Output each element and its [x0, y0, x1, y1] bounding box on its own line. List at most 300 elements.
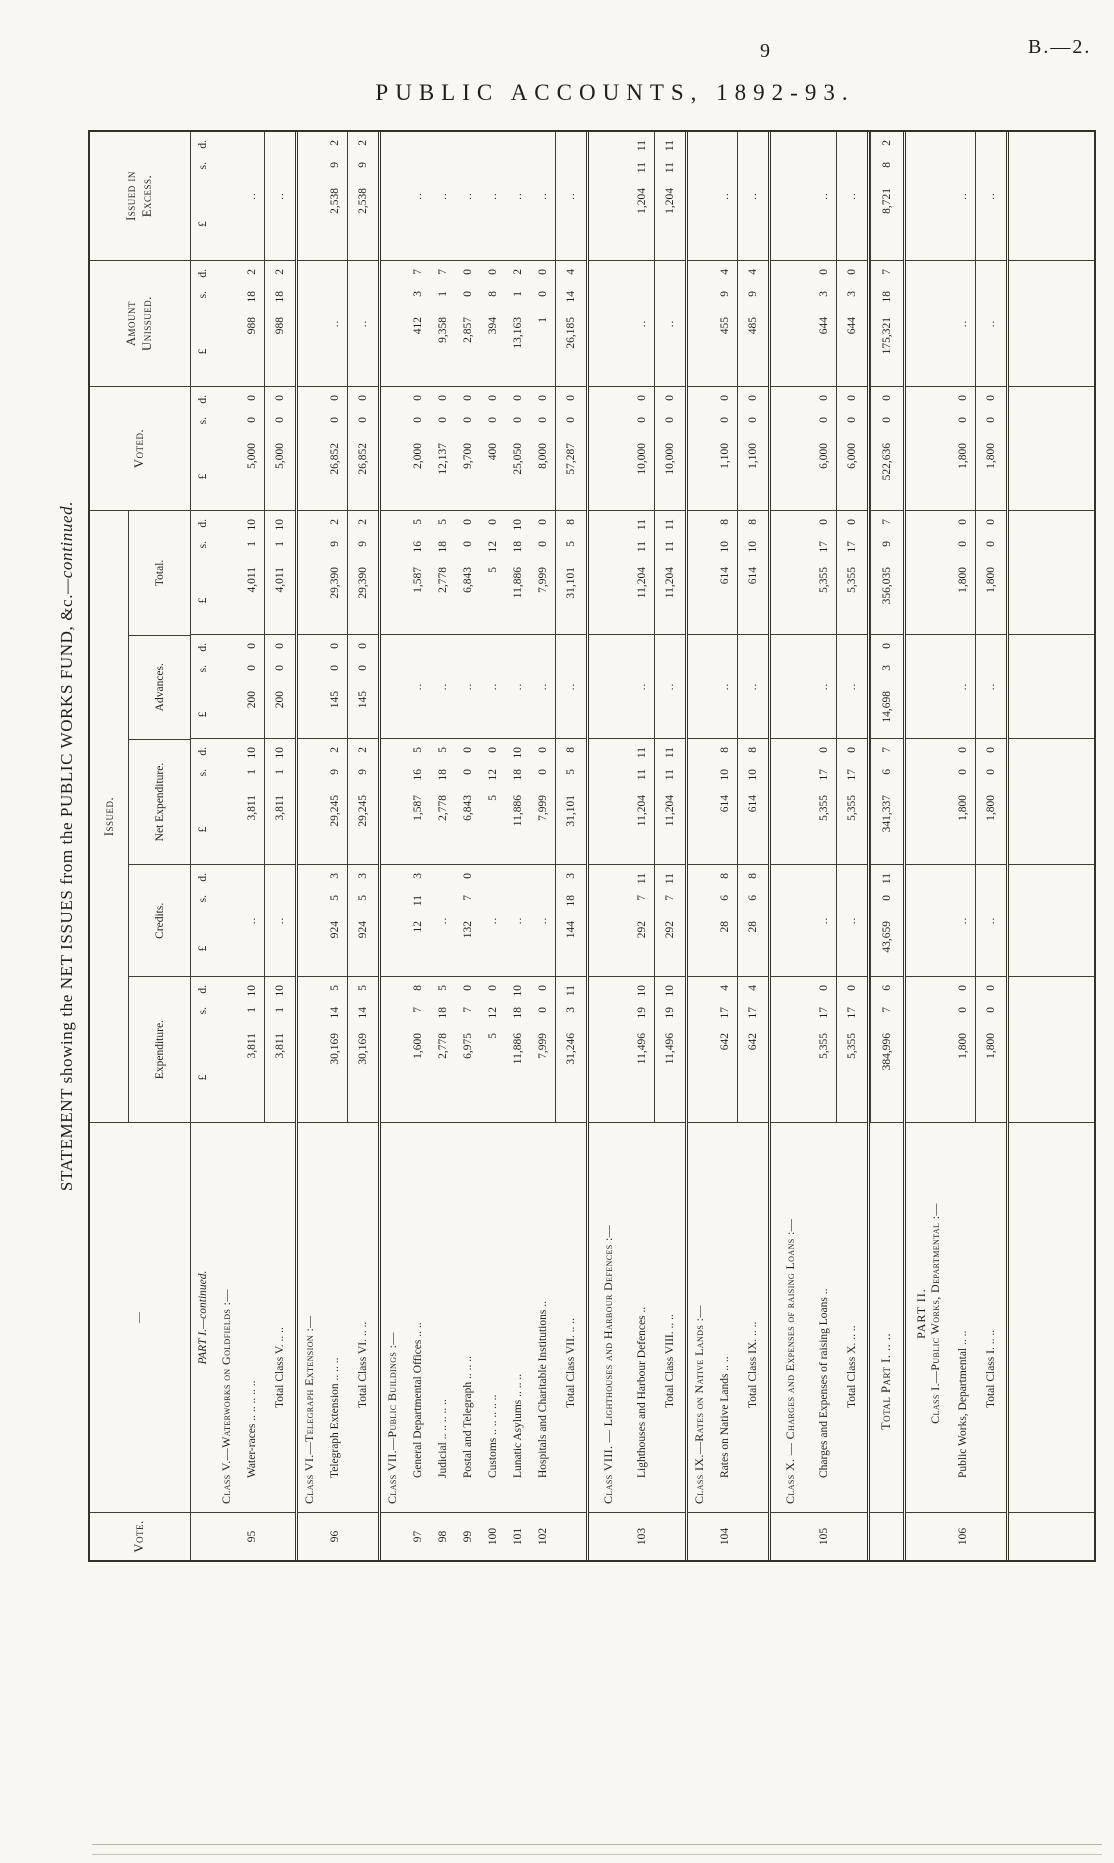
money-cell: [950, 738, 975, 864]
money-cell: [1009, 132, 1094, 260]
blank-marker: ..: [357, 319, 369, 328]
money-mp: 144: [565, 921, 577, 939]
money-cell: [480, 510, 505, 634]
money-md: 0: [718, 395, 731, 401]
blank-marker: ..: [747, 682, 759, 691]
money-md: 10: [245, 519, 258, 531]
money-cell: [322, 738, 347, 864]
money-cell: [480, 976, 505, 1122]
money-ms: 0: [274, 665, 286, 671]
money-cell: [589, 260, 629, 386]
money-ms: 0: [956, 1007, 969, 1013]
money-ms: 8: [486, 291, 499, 297]
money-cell: [239, 864, 264, 976]
unit-mp: £: [197, 473, 209, 480]
money-cell: [264, 260, 295, 386]
description-cell: [347, 1122, 378, 1512]
money-cell: [530, 864, 555, 976]
money-md: 0: [461, 519, 474, 525]
blank-marker: ..: [664, 682, 676, 691]
money-mp: 1,587: [411, 567, 424, 593]
money-cell: [505, 738, 530, 864]
money-cell: [950, 976, 975, 1122]
money-cell: [322, 864, 347, 976]
description-cell: [737, 1122, 768, 1512]
vote-cell: [811, 1512, 836, 1560]
money-md: 0: [881, 643, 893, 649]
money-cell: [870, 132, 903, 260]
money-md: 11: [635, 140, 648, 152]
money-ms: 18: [274, 291, 286, 303]
money-mp: 11,204: [664, 795, 676, 827]
vote-number: 95: [245, 1530, 258, 1543]
money-cell: [836, 510, 867, 634]
description-cell: [870, 1122, 903, 1512]
row-label: Lunatic Asylums .. .. ..: [511, 1373, 524, 1478]
money-cell: [381, 260, 405, 386]
money-ms: 0: [956, 417, 969, 423]
money-cell: [1009, 976, 1094, 1122]
money-mp: 10,000: [664, 443, 676, 475]
scan-artifact-line: [92, 1844, 1102, 1845]
money-md: 10: [245, 985, 258, 997]
money-ms: 0: [747, 417, 759, 423]
money-cell: [430, 738, 455, 864]
money-ms: 0: [817, 417, 830, 423]
total-row: [347, 132, 381, 1560]
money-cell: [215, 864, 239, 976]
money-cell: [811, 976, 836, 1122]
money-md: 11: [664, 747, 676, 759]
money-md: 10: [635, 985, 648, 997]
blank-marker: ..: [436, 192, 449, 200]
lsd-voted: [191, 386, 215, 510]
money-mp: 26,852: [357, 443, 369, 475]
money-cell: [455, 132, 480, 260]
money-cell: [1009, 386, 1094, 510]
money-mp: 30,169: [328, 1033, 341, 1065]
row-label: Total Class V. .. ..: [273, 1327, 286, 1408]
blank-marker: ..: [486, 682, 499, 691]
money-cell: [455, 634, 480, 738]
money-ms: 1: [274, 1007, 286, 1013]
money-md: 0: [461, 747, 474, 753]
money-md: 8: [718, 519, 731, 525]
unit-mp: £: [197, 221, 209, 227]
money-ms: 0: [956, 541, 969, 547]
money-cell: [381, 634, 405, 738]
money-md: 7: [881, 269, 893, 275]
money-cell: [347, 386, 378, 510]
vote-cell: [737, 1512, 768, 1560]
money-cell: [530, 976, 555, 1122]
blank-marker: ..: [664, 319, 676, 328]
money-md: 0: [846, 519, 858, 525]
money-cell: [771, 132, 811, 260]
unit-md: d.: [197, 140, 209, 149]
money-ms: 0: [536, 541, 549, 547]
vote-cell: [629, 1512, 654, 1560]
money-cell: [811, 510, 836, 634]
money-mp: 384,996: [881, 1033, 893, 1071]
money-ms: 5: [357, 895, 369, 901]
money-mp: 644: [817, 317, 830, 335]
header-description-dash: —: [90, 1122, 190, 1512]
header-advances: Advances.: [129, 635, 190, 739]
blank-marker: ..: [985, 192, 997, 200]
money-cell: [906, 386, 950, 510]
money-ms: 18: [881, 291, 893, 303]
money-cell: [405, 864, 430, 976]
money-ms: 0: [536, 769, 549, 775]
money-ms: 7: [664, 895, 676, 901]
description-cell: [381, 1122, 405, 1512]
money-md: 6: [881, 985, 893, 991]
money-cell: [430, 260, 455, 386]
money-md: 7: [411, 269, 424, 275]
blank-marker: ..: [956, 682, 969, 691]
header-issued-in-excess: Issued in Excess.: [124, 171, 154, 221]
money-cell: [530, 386, 555, 510]
money-ms: 0: [328, 665, 341, 671]
money-cell: [771, 260, 811, 386]
money-mp: 1,800: [985, 443, 997, 469]
blank-marker: ..: [436, 682, 449, 691]
money-cell: [950, 864, 975, 976]
money-md: 3: [328, 873, 341, 879]
money-ms: 0: [536, 1007, 549, 1013]
money-cell: [712, 738, 737, 864]
money-mp: 1,800: [985, 567, 997, 593]
money-ms: 10: [747, 541, 759, 553]
vote-cell: [322, 1512, 347, 1560]
money-mp: 26,185: [565, 317, 577, 349]
description-cell: [836, 1122, 867, 1512]
money-mp: 5: [486, 567, 499, 573]
money-ms: 3: [881, 665, 893, 671]
money-md: 0: [846, 395, 858, 401]
blank-marker: ..: [846, 192, 858, 200]
money-md: 4: [718, 985, 731, 991]
blank-marker: ..: [411, 682, 424, 691]
vote-cell: [480, 1512, 505, 1560]
money-cell: [589, 976, 629, 1122]
money-md: 11: [664, 873, 676, 885]
vote-cell: [654, 1512, 685, 1560]
money-cell: [264, 634, 295, 738]
money-cell: [322, 132, 347, 260]
money-md: 11: [635, 873, 648, 885]
unit-md: d.: [197, 985, 209, 994]
money-mp: 5,355: [817, 567, 830, 593]
page-title: PUBLIC ACCOUNTS, 1892-93.: [375, 80, 855, 105]
unit-md: d.: [197, 643, 209, 652]
description-cell: [530, 1122, 555, 1512]
money-mp: 988: [245, 317, 258, 335]
money-mp: 642: [718, 1033, 731, 1051]
money-mp: 28: [747, 921, 759, 933]
money-mp: 1,100: [747, 443, 759, 469]
money-ms: 19: [664, 1007, 676, 1019]
document-reference: B.—2.: [1028, 36, 1092, 58]
money-md: 0: [511, 395, 524, 401]
money-cell: [654, 976, 685, 1122]
money-mp: 8,000: [536, 443, 549, 469]
class-heading-label: Class VI.—Telegraph Extension :—: [302, 1315, 317, 1504]
money-mp: 356,035: [881, 567, 893, 605]
money-cell: [737, 976, 768, 1122]
money-cell: [975, 260, 1006, 386]
money-ms: 17: [718, 1007, 731, 1019]
blank-marker: ..: [436, 916, 449, 925]
money-mp: 145: [328, 691, 341, 709]
money-cell: [555, 386, 586, 510]
money-cell: [629, 864, 654, 976]
money-mp: 6,843: [461, 567, 474, 593]
money-cell: [906, 634, 950, 738]
money-ms: 0: [846, 417, 858, 423]
table-frame: [88, 130, 1096, 1562]
money-cell: [654, 864, 685, 976]
money-cell: [654, 260, 685, 386]
scan-artifact-line: [92, 1854, 1102, 1855]
header-issued-label: Issued.: [90, 511, 129, 1122]
money-ms: 14: [565, 291, 577, 303]
money-md: 10: [274, 747, 286, 759]
money-mp: 31,246: [565, 1033, 577, 1065]
money-cell: [480, 132, 505, 260]
money-mp: 924: [328, 921, 341, 939]
description-cell: [239, 1122, 264, 1512]
money-cell: [811, 738, 836, 864]
money-ms: 11: [664, 541, 676, 553]
money-cell: [347, 510, 378, 634]
money-cell: [906, 738, 950, 864]
blank-marker: ..: [274, 916, 286, 925]
money-mp: 614: [747, 795, 759, 813]
money-md: 2: [511, 269, 524, 275]
row-label: Total Class VIII. .. ..: [663, 1314, 676, 1408]
money-md: 0: [536, 747, 549, 753]
money-cell: [555, 132, 586, 260]
money-ms: 1: [274, 769, 286, 775]
blank-marker: ..: [565, 192, 577, 200]
money-cell: [771, 864, 811, 976]
money-cell: [239, 260, 264, 386]
unit-ms: s.: [197, 417, 209, 425]
money-cell: [589, 386, 629, 510]
money-cell: [589, 132, 629, 260]
description-cell: [950, 1122, 975, 1512]
unit-ms: s.: [197, 162, 209, 170]
table-header: [90, 132, 191, 1560]
money-cell: [870, 386, 903, 510]
header-credits: Credits.: [129, 864, 190, 976]
money-cell: [906, 976, 950, 1122]
money-md: 11: [664, 140, 676, 152]
money-md: 8: [718, 747, 731, 753]
money-ms: 9: [328, 769, 341, 775]
blank-marker: ..: [985, 916, 997, 925]
money-cell: [737, 864, 768, 976]
money-ms: 0: [357, 665, 369, 671]
unit-md: d.: [197, 269, 209, 278]
money-md: 5: [436, 747, 449, 753]
money-md: 0: [956, 985, 969, 991]
money-md: 4: [747, 985, 759, 991]
money-cell: [870, 976, 903, 1122]
money-mp: 5,355: [817, 1033, 830, 1059]
money-ms: 0: [985, 541, 997, 547]
money-ms: 14: [357, 1007, 369, 1019]
header-issued-subcolumns: [129, 511, 190, 1122]
money-cell: [771, 510, 811, 634]
money-cell: [870, 260, 903, 386]
money-ms: 0: [956, 769, 969, 775]
money-md: 8: [747, 873, 759, 879]
money-md: 0: [357, 395, 369, 401]
unit-ms: s.: [197, 769, 209, 777]
money-mp: 1,600: [411, 1033, 424, 1059]
money-cell: [712, 634, 737, 738]
lsd-issued-in-excess: [191, 132, 215, 260]
class-heading-label: Class X. — Charges and Expenses of raising Loans :—: [783, 1218, 798, 1504]
money-ms: 11: [664, 162, 676, 174]
money-mp: 4,011: [245, 567, 258, 593]
money-ms: 8: [881, 162, 893, 168]
money-ms: 3: [846, 291, 858, 297]
money-md: 0: [436, 395, 449, 401]
header-amount-unissued: Amount Unissued.: [90, 260, 190, 386]
vote-cell: [975, 1512, 1006, 1560]
money-ms: 3: [817, 291, 830, 297]
money-cell: [555, 864, 586, 976]
item-row: [530, 132, 555, 1560]
header-net-expenditure: Net Expenditure.: [129, 739, 190, 865]
money-mp: 2,538: [357, 188, 369, 214]
money-ms: 9: [328, 541, 341, 547]
money-mp: 5,355: [817, 795, 830, 821]
money-ms: 5: [565, 769, 577, 775]
money-cell: [771, 386, 811, 510]
money-mp: 57,287: [565, 443, 577, 475]
money-mp: 11,886: [511, 1033, 524, 1065]
money-cell: [530, 738, 555, 864]
money-mp: 2,857: [461, 317, 474, 343]
money-cell: [405, 738, 430, 864]
money-cell: [555, 510, 586, 634]
money-cell: [298, 132, 322, 260]
money-ms: 9: [881, 541, 893, 547]
description-cell: [771, 1122, 811, 1512]
money-cell: [906, 260, 950, 386]
money-ms: 7: [881, 1007, 893, 1013]
item-row: [480, 132, 505, 1560]
money-cell: [950, 260, 975, 386]
money-mp: 2,538: [328, 188, 341, 214]
vote-cell: [870, 1512, 903, 1560]
money-md: 10: [511, 985, 524, 997]
money-md: 4: [747, 269, 759, 275]
part1-continued-label: PART I.—continued.: [191, 1122, 215, 1512]
money-md: 0: [461, 395, 474, 401]
blank-marker: ..: [956, 192, 969, 200]
money-ms: 0: [718, 417, 731, 423]
money-md: 0: [357, 643, 369, 649]
money-ms: 11: [411, 895, 424, 907]
money-cell: [737, 510, 768, 634]
money-cell: [836, 132, 867, 260]
vote-cell: [381, 1512, 405, 1560]
money-mp: 43,659: [881, 921, 893, 953]
money-md: 0: [956, 519, 969, 525]
money-mp: 9,700: [461, 443, 474, 469]
money-md: 2: [328, 747, 341, 753]
money-cell: [480, 634, 505, 738]
money-mp: 2,778: [436, 795, 449, 821]
money-md: 0: [956, 747, 969, 753]
money-cell: [298, 634, 322, 738]
item-row: [505, 132, 530, 1560]
money-mp: 29,245: [328, 795, 341, 827]
money-cell: [975, 976, 1006, 1122]
money-ms: 0: [985, 417, 997, 423]
money-cell: [555, 738, 586, 864]
blank-marker: ..: [956, 916, 969, 925]
money-mp: 4,011: [274, 567, 286, 593]
row-label: Postal and Telegraph .. .. ..: [461, 1356, 474, 1478]
vote-cell: [771, 1512, 811, 1560]
money-mp: 6,975: [461, 1033, 474, 1059]
money-cell: [975, 132, 1006, 260]
money-cell: [589, 510, 629, 634]
item-row: [239, 132, 264, 1560]
header-total: Total.: [153, 559, 166, 587]
money-md: 3: [357, 873, 369, 879]
money-cell: [771, 738, 811, 864]
blank-marker: ..: [245, 192, 258, 200]
money-cell: [239, 738, 264, 864]
money-mp: 1,800: [956, 567, 969, 593]
money-mp: 292: [664, 921, 676, 939]
unit-mp: £: [197, 597, 209, 604]
total-row: [555, 132, 589, 1560]
lsd-expenditure: [191, 976, 215, 1122]
blank-marker: ..: [245, 916, 258, 925]
unit-ms: s.: [197, 1007, 209, 1015]
money-ms: 0: [328, 417, 341, 423]
blank-marker: ..: [511, 916, 524, 925]
money-ms: 6: [747, 895, 759, 901]
money-md: 0: [536, 269, 549, 275]
blank-marker: ..: [565, 682, 577, 691]
money-cell: [505, 976, 530, 1122]
money-md: 5: [357, 985, 369, 991]
money-ms: 12: [486, 541, 499, 553]
money-cell: [505, 260, 530, 386]
money-ms: 7: [411, 1007, 424, 1013]
money-cell: [505, 864, 530, 976]
vote-cell: [298, 1512, 322, 1560]
money-mp: 924: [357, 921, 369, 939]
lsd-net-expenditure: [191, 738, 215, 864]
part-label: PART II.: [913, 1288, 928, 1339]
money-md: 0: [461, 269, 474, 275]
row-label: Total Class X. .. ..: [845, 1325, 858, 1408]
money-cell: [870, 510, 903, 634]
money-mp: 9,358: [436, 317, 449, 343]
money-md: 0: [461, 985, 474, 991]
